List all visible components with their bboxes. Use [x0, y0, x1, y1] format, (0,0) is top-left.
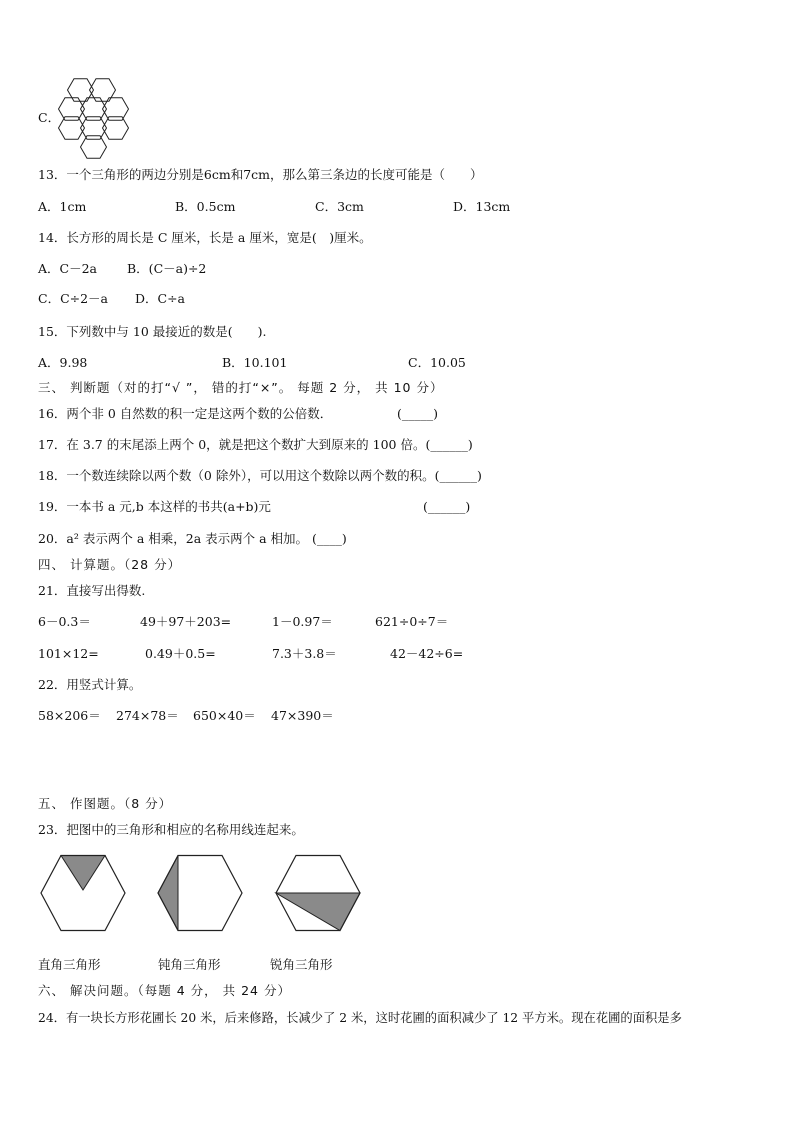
label-obtuse-triangle: 钝角三角形 [158, 957, 221, 972]
q21-row2-item-1: 101×12= [38, 646, 99, 661]
hexagon-figure-3 [274, 854, 362, 932]
q13-option-a: A．1cm [38, 199, 87, 214]
q21-row1-item-1: 6－0.3＝ [38, 614, 91, 629]
q15-option-a: A．9.98 [38, 355, 88, 370]
question-20: 20．a² 表示两个 a 相乘，2a 表示两个 a 相加。 (____) [38, 531, 347, 546]
shaded-triangle-1 [61, 856, 105, 891]
hexagon-figure-2 [156, 854, 244, 932]
question-18: 18．一个数连续除以两个数（0 除外），可以用这个数除以两个数的积。(______) [38, 468, 482, 483]
q12-option-c-label: C． [38, 110, 61, 125]
question-16: 16．两个非 0 自然数的积一定是这两个数的公倍数． [38, 406, 333, 421]
question-14-stem: 14．长方形的周长是 C 厘米，长是 a 厘米，宽是( )厘米。 [38, 230, 372, 245]
q13-option-d: D．13cm [453, 199, 511, 214]
question-21-stem: 21．直接写出得数. [38, 583, 146, 598]
shaded-triangle-3 [276, 893, 360, 931]
section-5-title: 五、 作图题。（8 分） [38, 796, 173, 811]
q21-row1-item-4: 621÷0÷7＝ [375, 614, 449, 629]
q14-option-b: B．(C－a)÷2 [127, 261, 207, 276]
question-23-stem: 23．把图中的三角形和相应的名称用线连起来。 [38, 822, 304, 837]
q15-option-c: C．10.05 [408, 355, 466, 370]
q14-option-d: D．C÷a [135, 291, 186, 306]
section-3-title: 三、 判断题（对的打“√ ”， 错的打“×”。 每题 2 分， 共 10 分） [38, 380, 444, 395]
q21-row2-item-4: 42－42÷6= [390, 646, 464, 661]
hexagon-figure-1 [39, 854, 127, 932]
hexagon-tiling-figure [58, 78, 148, 160]
q22-item-4: 47×390＝ [271, 708, 334, 723]
label-acute-triangle: 锐角三角形 [270, 957, 333, 972]
q21-row1-item-3: 1－0.97＝ [272, 614, 333, 629]
question-15-stem: 15．下列数中与 10 最接近的数是( ). [38, 324, 267, 339]
q21-row2-item-2: 0.49＋0.5= [145, 646, 216, 661]
q22-item-3: 650×40＝ [193, 708, 256, 723]
q19-answer-blank[interactable]: (______) [423, 499, 471, 514]
question-19: 19．一本书 a 元,b 本这样的书共(a+b)元 [38, 499, 271, 514]
section-4-title: 四、 计算题。（28 分） [38, 557, 182, 572]
q13-option-c: C．3cm [315, 199, 364, 214]
q14-option-a: A．C－2a [38, 261, 97, 276]
shaded-triangle-2 [158, 856, 178, 931]
q16-answer-blank[interactable]: (_____) [397, 406, 439, 421]
question-13-stem: 13．一个三角形的两边分别是6cm和7cm，那么第三条边的长度可能是（ ） [38, 167, 483, 182]
q15-option-b: B．10.101 [222, 355, 288, 370]
section-6-title: 六、 解决问题。（每题 4 分， 共 24 分） [38, 983, 291, 998]
q22-item-1: 58×206＝ [38, 708, 101, 723]
question-22-stem: 22．用竖式计算。 [38, 677, 142, 692]
q14-option-c: C．C÷2－a [38, 291, 109, 306]
q21-row1-item-2: 49＋97＋203= [140, 614, 232, 629]
question-17: 17．在 3.7 的末尾添上两个 0，就是把这个数扩大到原来的 100 倍。(______) [38, 437, 473, 452]
label-right-triangle: 直角三角形 [38, 957, 101, 972]
q21-row2-item-3: 7.3＋3.8＝ [272, 646, 337, 661]
q13-option-b: B．0.5cm [175, 199, 236, 214]
q22-item-2: 274×78＝ [116, 708, 179, 723]
question-24-stem: 24．有一块长方形花圃长 20 米，后来修路，长减少了 2 米，这时花圃的面积减少了 12 平方米。现在花圃的面积是多 [38, 1011, 682, 1025]
